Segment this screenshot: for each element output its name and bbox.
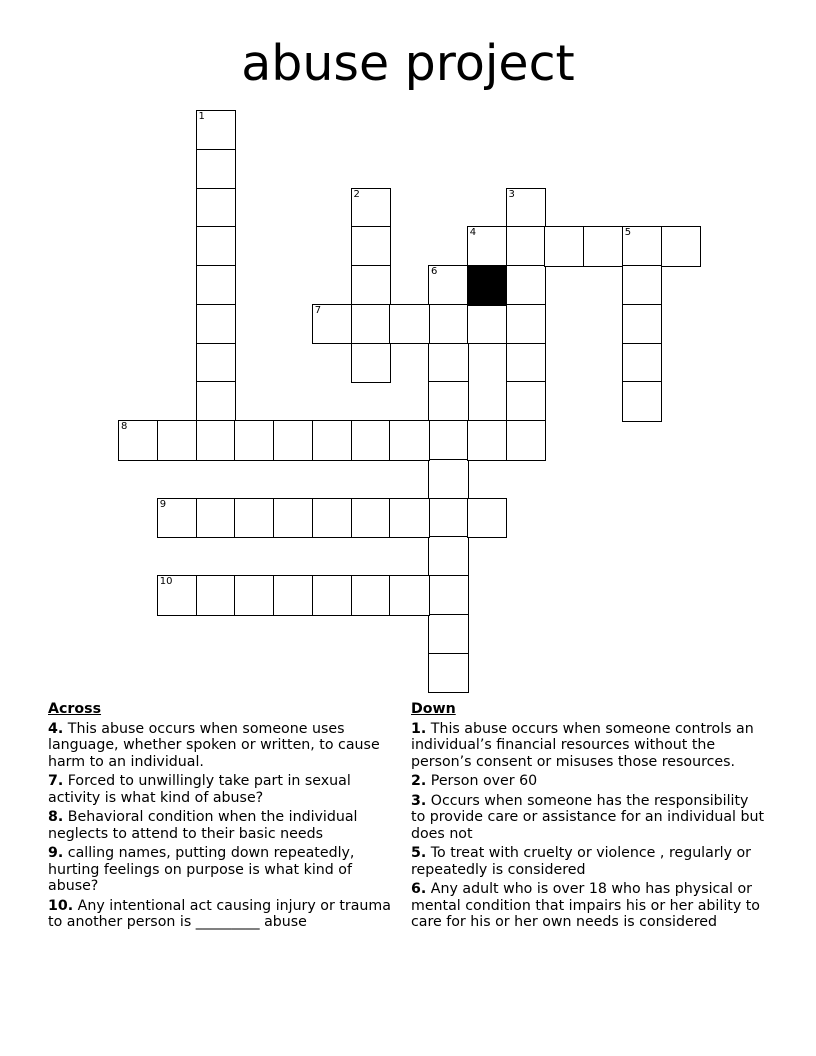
cell-number: 5 [624, 227, 632, 239]
grid-cell[interactable] [157, 498, 198, 539]
grid-cell[interactable] [622, 304, 663, 345]
grid-cell[interactable] [312, 498, 353, 539]
grid-cell[interactable] [196, 575, 237, 616]
clue-number: 6. [411, 881, 427, 897]
grid-cell[interactable] [351, 265, 392, 306]
grid-cell[interactable] [389, 304, 430, 345]
grid-cell[interactable] [157, 420, 198, 461]
grid-cell[interactable] [428, 304, 469, 345]
grid-cell[interactable] [196, 381, 237, 422]
grid-cell[interactable] [506, 188, 547, 229]
grid-cell[interactable] [157, 575, 198, 616]
grid-cell[interactable] [622, 226, 663, 267]
grid-cell[interactable] [661, 226, 702, 267]
grid-cell[interactable] [428, 575, 469, 616]
grid-cell[interactable] [622, 265, 663, 306]
clue-text: Occurs when someone has the responsibility to provide care or assistance for an individual but does not [411, 792, 765, 842]
grid-cell[interactable] [428, 614, 469, 655]
cell-number: 7 [314, 304, 322, 316]
clue-number: 5. [411, 845, 427, 861]
cell-number: 9 [159, 498, 167, 510]
grid-cell[interactable] [118, 420, 159, 461]
grid-cell[interactable] [273, 498, 314, 539]
clue-number: 7. [48, 773, 64, 789]
grid-cell[interactable] [428, 381, 469, 422]
cell-number: 8 [121, 421, 128, 432]
clue-text: Any intentional act causing injury or trauma to another person is _________ abuse [48, 897, 391, 930]
clue-number: 10. [48, 897, 74, 914]
clue-text: Person over 60 [430, 773, 538, 789]
grid-cell[interactable] [312, 304, 353, 345]
grid-cell[interactable] [428, 265, 469, 306]
grid-cell[interactable] [234, 575, 275, 616]
clue-text: To treat with cruelty or violence , regularly or repeatedly is considered [411, 845, 752, 878]
grid-cell[interactable] [196, 188, 237, 229]
down-clue [411, 773, 766, 790]
grid-cell[interactable] [622, 381, 663, 422]
grid-cell[interactable] [583, 226, 624, 267]
grid-cell[interactable] [196, 498, 237, 539]
across-clues [48, 701, 398, 934]
clue-number: 8. [48, 809, 64, 825]
puzzle-title: abuse project [241, 35, 575, 92]
clue-number: 9. [48, 845, 64, 861]
grid-cell[interactable] [196, 265, 237, 306]
grid-cell[interactable] [196, 420, 237, 461]
clue-text: Forced to unwillingly take part in sexual activity is what kind of abuse? [48, 773, 351, 806]
clue-number: 1. [411, 720, 427, 737]
grid-cell[interactable] [428, 459, 469, 500]
grid-cell[interactable] [544, 226, 585, 267]
grid-cell[interactable] [428, 653, 469, 694]
grid-cell[interactable] [312, 420, 353, 461]
clue-text: This abuse occurs when someone uses language, whether spoken or written, to cause harm to an individual. [48, 720, 380, 770]
across-clue [48, 845, 398, 895]
clue-text: This abuse occurs when someone controls an individual’s financial resources without the person’s consent or misuses those resources. [411, 720, 754, 770]
black-square [467, 265, 508, 306]
grid-cell[interactable] [506, 265, 547, 306]
down-heading: Down [411, 701, 456, 717]
grid-cell[interactable] [273, 575, 314, 616]
grid-cell[interactable] [273, 420, 314, 461]
clue-text: Behavioral condition when the individual neglects to attend to their basic needs [48, 809, 358, 842]
grid-cell[interactable] [351, 498, 392, 539]
grid-cell[interactable] [467, 226, 508, 267]
grid-cell[interactable] [351, 188, 392, 229]
across-heading: Across [48, 701, 102, 717]
grid-cell[interactable] [196, 149, 237, 190]
cell-number: 1 [198, 111, 205, 122]
grid-cell[interactable] [389, 575, 430, 616]
grid-cell[interactable] [506, 304, 547, 345]
grid-cell[interactable] [428, 420, 469, 461]
grid-cell[interactable] [428, 343, 469, 384]
grid-cell[interactable] [351, 304, 392, 345]
grid-cell[interactable] [506, 343, 547, 384]
across-clue [48, 898, 398, 931]
cell-number: 4 [469, 227, 477, 239]
clue-number: 3. [411, 792, 427, 809]
grid-cell[interactable] [428, 498, 469, 539]
grid-cell[interactable] [196, 343, 237, 384]
clue-text: Any adult who is over 18 who has physical or mental condition that impairs his or her ability to care for his or her own needs is considered [411, 881, 760, 930]
grid-cell[interactable] [428, 536, 469, 577]
grid-cell[interactable] [506, 420, 547, 461]
grid-cell[interactable] [351, 343, 392, 384]
clue-number: 4. [48, 720, 64, 737]
across-clue [48, 721, 398, 771]
grid-cell[interactable] [467, 498, 508, 539]
down-clues [411, 701, 766, 934]
grid-cell[interactable] [622, 343, 663, 384]
grid-cell[interactable] [389, 420, 430, 461]
grid-cell[interactable] [506, 226, 547, 267]
across-clue [48, 809, 398, 842]
grid-cell[interactable] [234, 498, 275, 539]
down-clue [411, 845, 766, 878]
cell-number: 3 [508, 188, 515, 200]
across-clue [48, 773, 398, 806]
clue-number: 2. [411, 773, 427, 789]
grid-cell[interactable] [389, 498, 430, 539]
grid-cell[interactable] [351, 575, 392, 616]
grid-cell[interactable] [196, 110, 237, 151]
down-clue [411, 793, 766, 843]
grid-cell[interactable] [312, 575, 353, 616]
grid-cell[interactable] [196, 226, 237, 267]
down-clue [411, 721, 766, 771]
down-clue [411, 881, 766, 931]
cell-number: 6 [431, 266, 438, 277]
grid-cell[interactable] [351, 226, 392, 267]
cell-number: 2 [353, 188, 360, 200]
grid-cell[interactable] [351, 420, 392, 461]
clue-text: calling names, putting down repeatedly, hurting feelings on purpose is what kind of abuse? [48, 845, 355, 894]
grid-cell[interactable] [196, 304, 237, 345]
cell-number: 10 [159, 576, 173, 587]
grid-cell[interactable] [234, 420, 275, 461]
grid-cell[interactable] [467, 420, 508, 461]
grid-cell[interactable] [506, 381, 547, 422]
grid-cell[interactable] [467, 304, 508, 345]
